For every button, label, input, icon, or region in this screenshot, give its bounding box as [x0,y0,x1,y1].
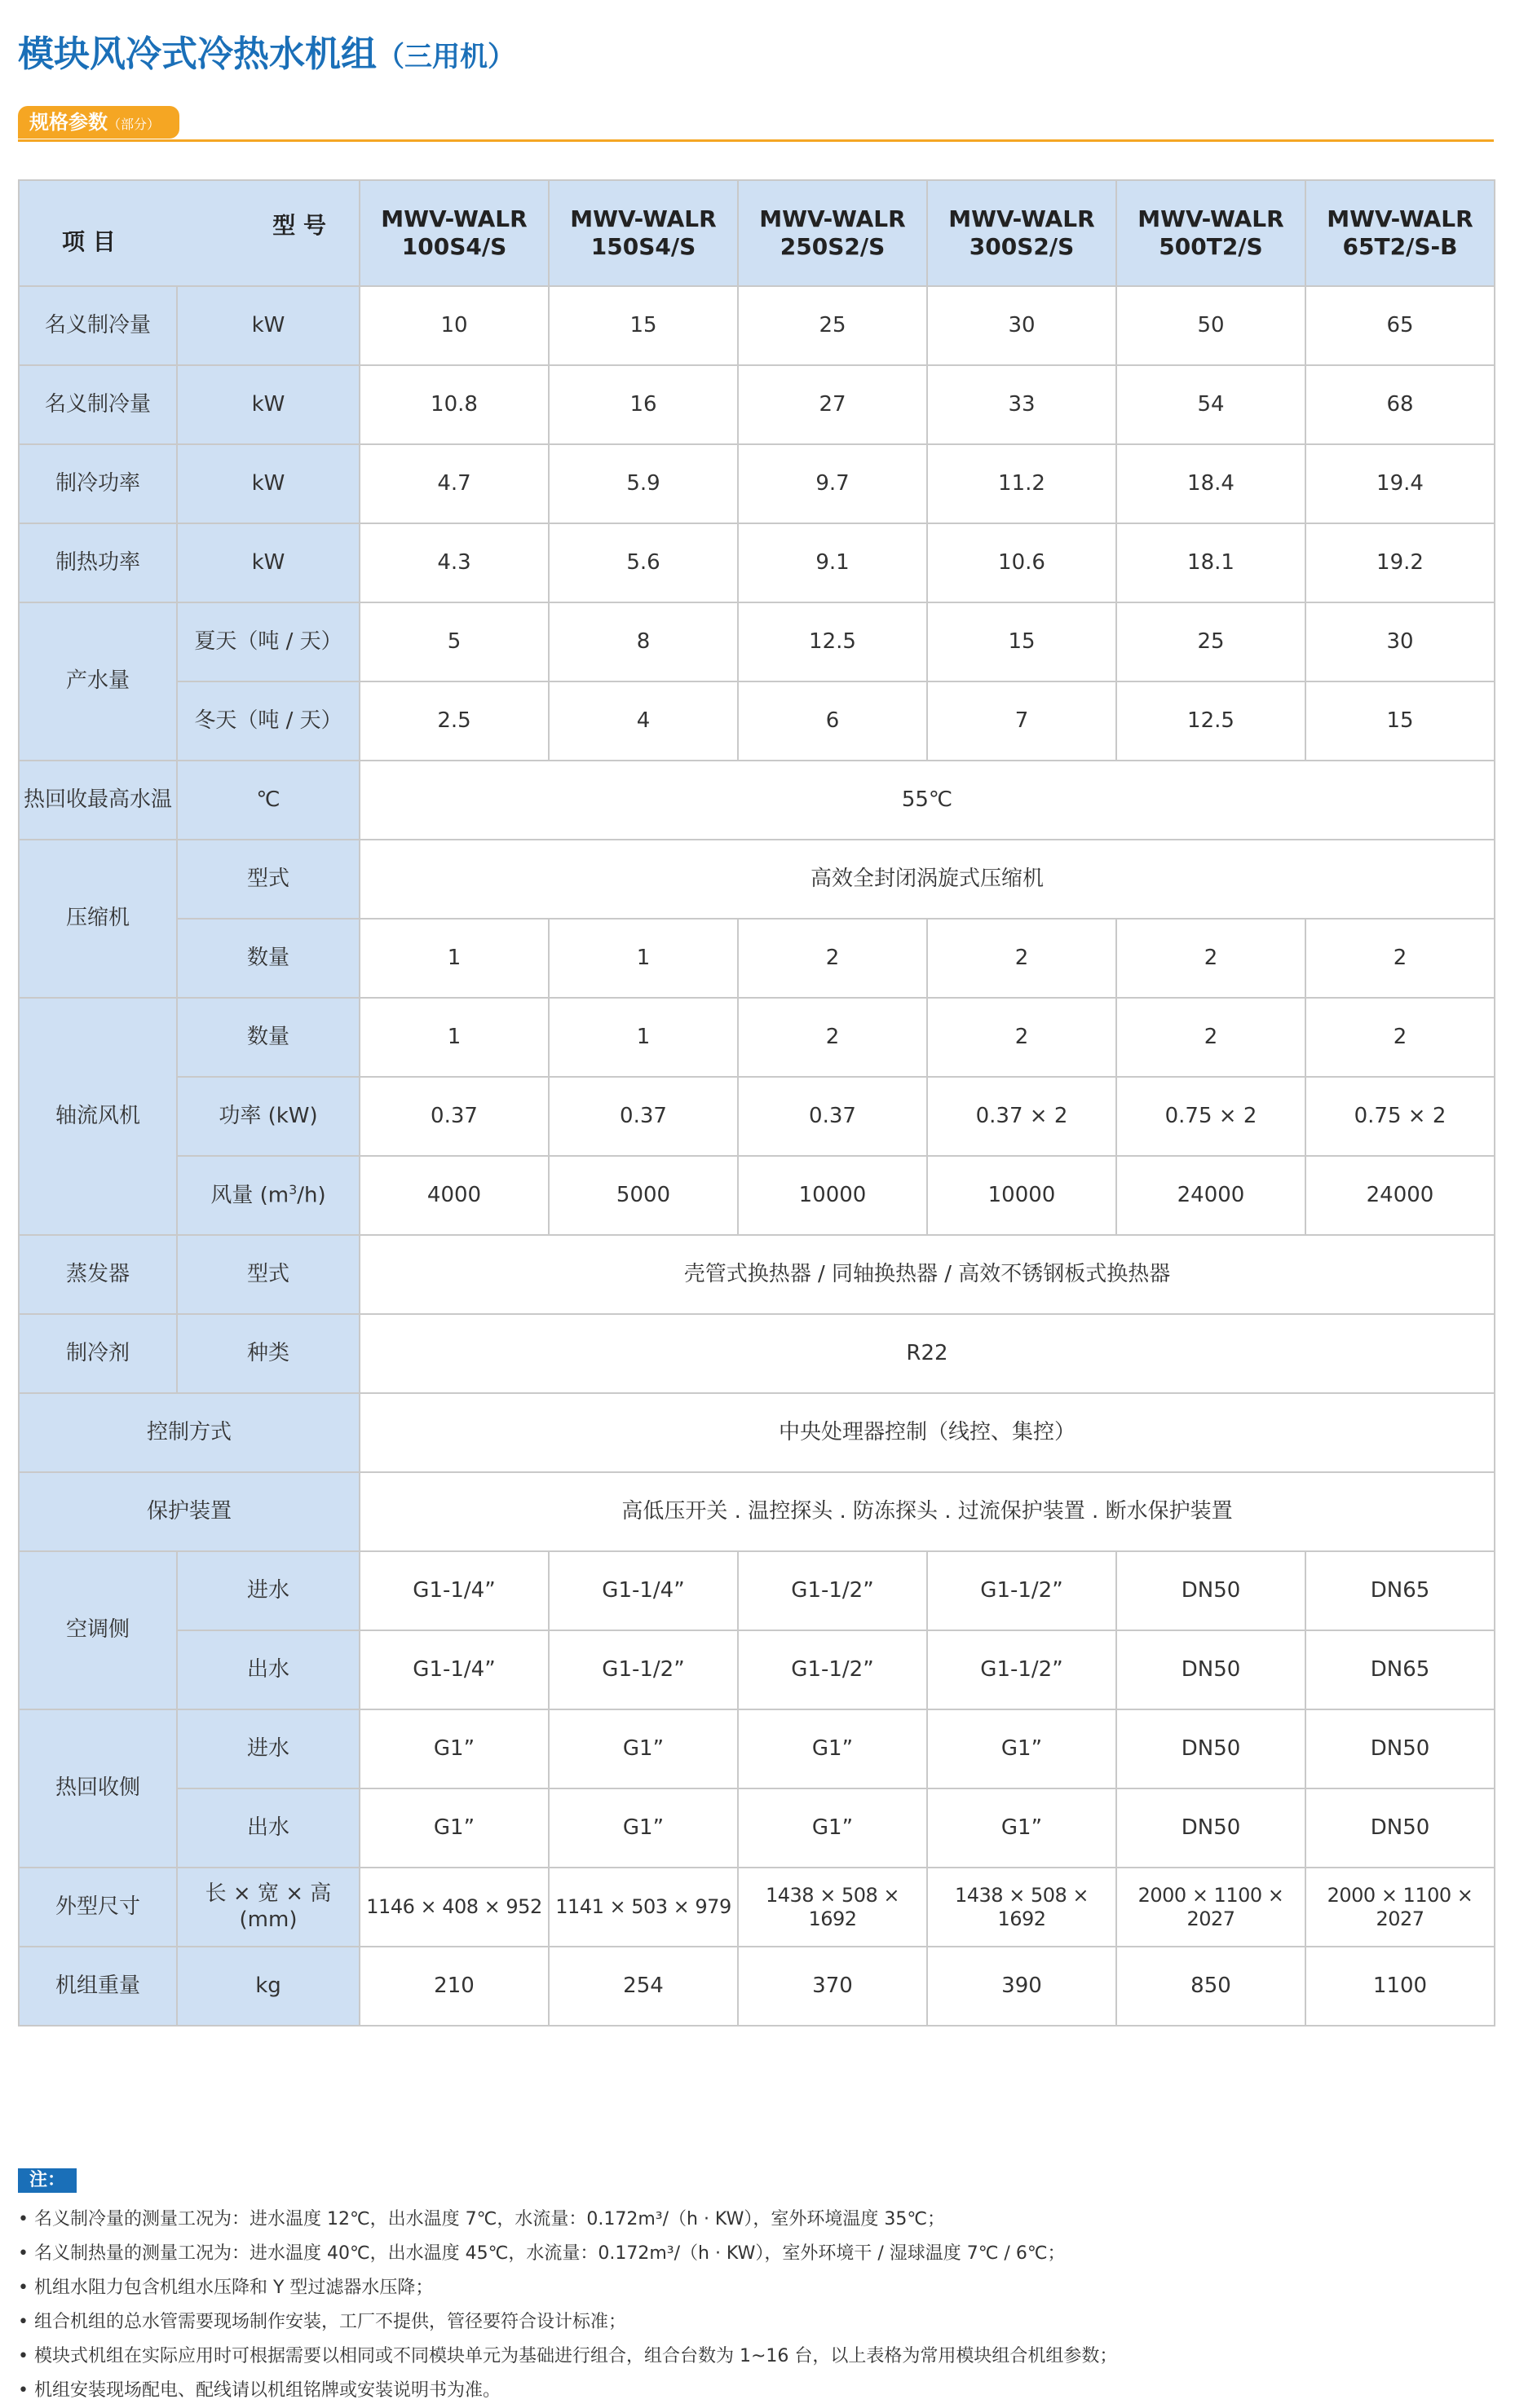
table-cell: 19.2 [1305,523,1495,602]
table-cell: 2 [738,998,927,1077]
table-cell: 1 [360,919,549,998]
table-cell: 2 [1305,998,1495,1077]
table-cell: 中央处理器控制（线控、集控） [360,1393,1495,1472]
table-cell: 25 [738,286,927,365]
row-unit: kW [177,365,360,444]
table-cell: G1” [549,1788,738,1868]
table-cell: 10.6 [927,523,1116,602]
row-unit: 夏天（吨 / 天） [177,602,360,681]
table-cell: 1 [549,998,738,1077]
table-cell: 4.7 [360,444,549,523]
row-label: 制冷功率 [19,444,177,523]
table-cell: G1” [927,1709,1116,1788]
table-row [19,1235,1495,1314]
row-label: 热回收侧 [19,1709,177,1868]
table-cell: 210 [360,1947,549,2026]
row-unit: 型式 [177,1235,360,1314]
table-row [19,1314,1495,1393]
corner-model-label: 型 号 [272,212,326,239]
table-cell: 4 [549,681,738,761]
section-header [18,106,1494,143]
table-cell: 5.6 [549,523,738,602]
table-row [19,840,1495,919]
table-cell: 1146 × 408 × 952 [360,1868,549,1947]
table-cell: 5000 [549,1156,738,1235]
table-cell: 4000 [360,1156,549,1235]
row-label: 制热功率 [19,523,177,602]
table-row [19,1472,1495,1551]
table-cell: 9.1 [738,523,927,602]
table-cell: 10000 [738,1156,927,1235]
table-cell: 10 [360,286,549,365]
title-main: 模块风冷式冷热水机组 [18,33,377,75]
table-cell: 2 [1116,998,1305,1077]
table-row [19,761,1495,840]
table-row [19,1947,1495,2026]
table-cell: 27 [738,365,927,444]
title-subtitle: （三用机） [377,41,515,73]
section-tag [18,106,179,139]
table-cell: G1-1/4” [360,1551,549,1630]
table-row [19,444,1495,523]
table-cell: 0.37 [360,1077,549,1156]
table-cell: 68 [1305,365,1495,444]
table-cell: 15 [1305,681,1495,761]
notes-label: 注： [18,2168,77,2193]
table-cell: DN50 [1116,1709,1305,1788]
table-cell: DN65 [1305,1630,1495,1709]
table-cell: 10.8 [360,365,549,444]
note-item: • 模块式机组在实际应用时可根据需要以相同或不同模块单元为基础进行组合，组合台数为 1~16 台，以上表格为常用模块组合机组参数； [18,2346,1118,2366]
row-label: 蒸发器 [19,1235,177,1314]
note-item: • 组合机组的总水管需要现场制作安装，工厂不提供，管径要符合设计标准； [18,2312,626,2332]
table-row [19,1156,1495,1235]
table-cell: 390 [927,1947,1116,2026]
model-header: MWV-WALR 300S2/S [927,180,1116,286]
table-cell: G1” [360,1709,549,1788]
page-title [18,24,515,77]
row-unit: 功率 (kW) [177,1077,360,1156]
row-label: 机组重量 [19,1947,177,2026]
spec-table [18,179,1495,2027]
table-row [19,1630,1495,1709]
table-row [19,1788,1495,1868]
table-cell: R22 [360,1314,1495,1393]
table-cell: 1438 × 508 × 1692 [738,1868,927,1947]
table-cell: DN50 [1116,1551,1305,1630]
table-cell: 2.5 [360,681,549,761]
row-unit: kg [177,1947,360,2026]
row-label: 空调侧 [19,1551,177,1709]
table-cell: 18.4 [1116,444,1305,523]
table-cell: G1” [360,1788,549,1868]
table-cell: 254 [549,1947,738,2026]
table-cell: 壳管式换热器 / 同轴换热器 / 高效不锈钢板式换热器 [360,1235,1495,1314]
table-cell: 4.3 [360,523,549,602]
table-cell: G1-1/2” [738,1630,927,1709]
row-label: 名义制冷量 [19,286,177,365]
table-cell: 2000 × 1100 × 2027 [1116,1868,1305,1947]
row-unit: 出水 [177,1788,360,1868]
table-cell: 高低压开关 . 温控探头 . 防冻探头 . 过流保护装置 . 断水保护装置 [360,1472,1495,1551]
table-cell: 高效全封闭涡旋式压缩机 [360,840,1495,919]
model-header: MWV-WALR 150S4/S [549,180,738,286]
table-cell: 24000 [1305,1156,1495,1235]
table-cell: 18.1 [1116,523,1305,602]
section-sublabel: （部分） [108,117,161,132]
row-label: 热回收最高水温 [19,761,177,840]
table-cell: 54 [1116,365,1305,444]
row-unit: 风量 $(m^3/h)$ [177,1156,360,1235]
table-cell: 1 [549,919,738,998]
table-cell: 0.75 × 2 [1305,1077,1495,1156]
notes-section [18,2168,1494,2408]
model-header: MWV-WALR 500T2/S [1116,180,1305,286]
table-row [19,1868,1495,1947]
table-cell: G1” [927,1788,1116,1868]
table-cell: 25 [1116,602,1305,681]
row-unit: 进水 [177,1551,360,1630]
notes-list [18,2203,1494,2408]
table-cell: G1” [738,1788,927,1868]
table-cell: 16 [549,365,738,444]
table-cell: 50 [1116,286,1305,365]
table-cell: 65 [1305,286,1495,365]
row-label: 产水量 [19,602,177,761]
table-cell: DN50 [1116,1788,1305,1868]
row-label: 制冷剂 [19,1314,177,1393]
table-row [19,365,1495,444]
row-unit: 出水 [177,1630,360,1709]
table-row [19,998,1495,1077]
table-cell: 8 [549,602,738,681]
note-item: • 机组水阻力包含机组水压降和 Y 型过滤器水压降； [18,2278,434,2298]
table-cell: 1438 × 508 × 1692 [927,1868,1116,1947]
table-cell: 24000 [1116,1156,1305,1235]
table-cell: 9.7 [738,444,927,523]
table-row [19,1393,1495,1472]
table-cell: 55℃ [360,761,1495,840]
table-cell: G1-1/2” [927,1630,1116,1709]
row-unit: 冬天（吨 / 天） [177,681,360,761]
section-label: 规格参数 [29,111,108,134]
row-unit: 数量 [177,998,360,1077]
row-label: 外型尺寸 [19,1868,177,1947]
table-cell: 0.37 × 2 [927,1077,1116,1156]
table-header-row [19,180,1495,286]
corner-cell [19,180,360,286]
row-unit: 型式 [177,840,360,919]
table-cell: G1-1/2” [927,1551,1116,1630]
table-cell: G1-1/2” [549,1630,738,1709]
row-unit: 进水 [177,1709,360,1788]
table-cell: 15 [927,602,1116,681]
model-header: MWV-WALR 250S2/S [738,180,927,286]
table-cell: 1 [360,998,549,1077]
table-cell: 2000 × 1100 × 2027 [1305,1868,1495,1947]
table-cell: 30 [1305,602,1495,681]
table-cell: 11.2 [927,444,1116,523]
table-cell: 33 [927,365,1116,444]
table-cell: 5 [360,602,549,681]
table-cell: DN50 [1116,1630,1305,1709]
table-cell: 2 [927,998,1116,1077]
table-row [19,681,1495,761]
note-item: • 机组安装现场配电、配线请以机组铭牌或安装说明书为准。 [18,2380,501,2401]
table-cell: 1100 [1305,1947,1495,2026]
table-cell: 2 [1305,919,1495,998]
row-unit: 种类 [177,1314,360,1393]
table-cell: G1” [738,1709,927,1788]
table-cell: DN50 [1305,1709,1495,1788]
table-cell: 1141 × 503 × 979 [549,1868,738,1947]
table-cell: G1-1/4” [360,1630,549,1709]
table-cell: 370 [738,1947,927,2026]
table-cell: 10000 [927,1156,1116,1235]
table-cell: DN50 [1305,1788,1495,1868]
corner-item-label: 项 目 [62,228,116,256]
model-header: MWV-WALR 100S4/S [360,180,549,286]
row-label: 名义制冷量 [19,365,177,444]
row-label: 控制方式 [19,1393,360,1472]
row-label: 压缩机 [19,840,177,998]
row-label: 保护装置 [19,1472,360,1551]
table-cell: 2 [738,919,927,998]
table-cell: 15 [549,286,738,365]
note-item: • 名义制热量的测量工况为：进水温度 40℃，出水温度 45℃，水流量：0.172m³/（h · KW），室外环境干 / 湿球温度 7℃ / 6℃； [18,2243,1066,2264]
table-cell: 850 [1116,1947,1305,2026]
table-cell: 0.75 × 2 [1116,1077,1305,1156]
table-cell: 19.4 [1305,444,1495,523]
row-unit: kW [177,444,360,523]
note-item: • 名义制冷量的测量工况为：进水温度 12℃，出水温度 7℃，水流量：0.172m³/（h · KW），室外环境温度 35℃； [18,2209,946,2229]
table-row [19,1709,1495,1788]
table-row [19,919,1495,998]
table-row [19,1551,1495,1630]
table-cell: 7 [927,681,1116,761]
table-cell: 5.9 [549,444,738,523]
table-cell: G1-1/4” [549,1551,738,1630]
table-cell: DN65 [1305,1551,1495,1630]
table-cell: 0.37 [738,1077,927,1156]
table-cell: 30 [927,286,1116,365]
table-cell: 6 [738,681,927,761]
row-unit: 数量 [177,919,360,998]
table-cell: G1” [549,1709,738,1788]
table-cell: 0.37 [549,1077,738,1156]
table-cell: 12.5 [738,602,927,681]
row-unit: ℃ [177,761,360,840]
table-row [19,602,1495,681]
table-row [19,523,1495,602]
model-header: MWV-WALR 65T2/S-B [1305,180,1495,286]
table-cell: 12.5 [1116,681,1305,761]
table-cell: 2 [1116,919,1305,998]
table-row [19,286,1495,365]
row-unit: kW [177,286,360,365]
row-label: 轴流风机 [19,998,177,1235]
table-cell: G1-1/2” [738,1551,927,1630]
row-unit: kW [177,523,360,602]
section-divider [18,139,1494,142]
table-cell: 2 [927,919,1116,998]
table-row [19,1077,1495,1156]
row-unit: 长 × 宽 × 高(mm) [177,1868,360,1947]
